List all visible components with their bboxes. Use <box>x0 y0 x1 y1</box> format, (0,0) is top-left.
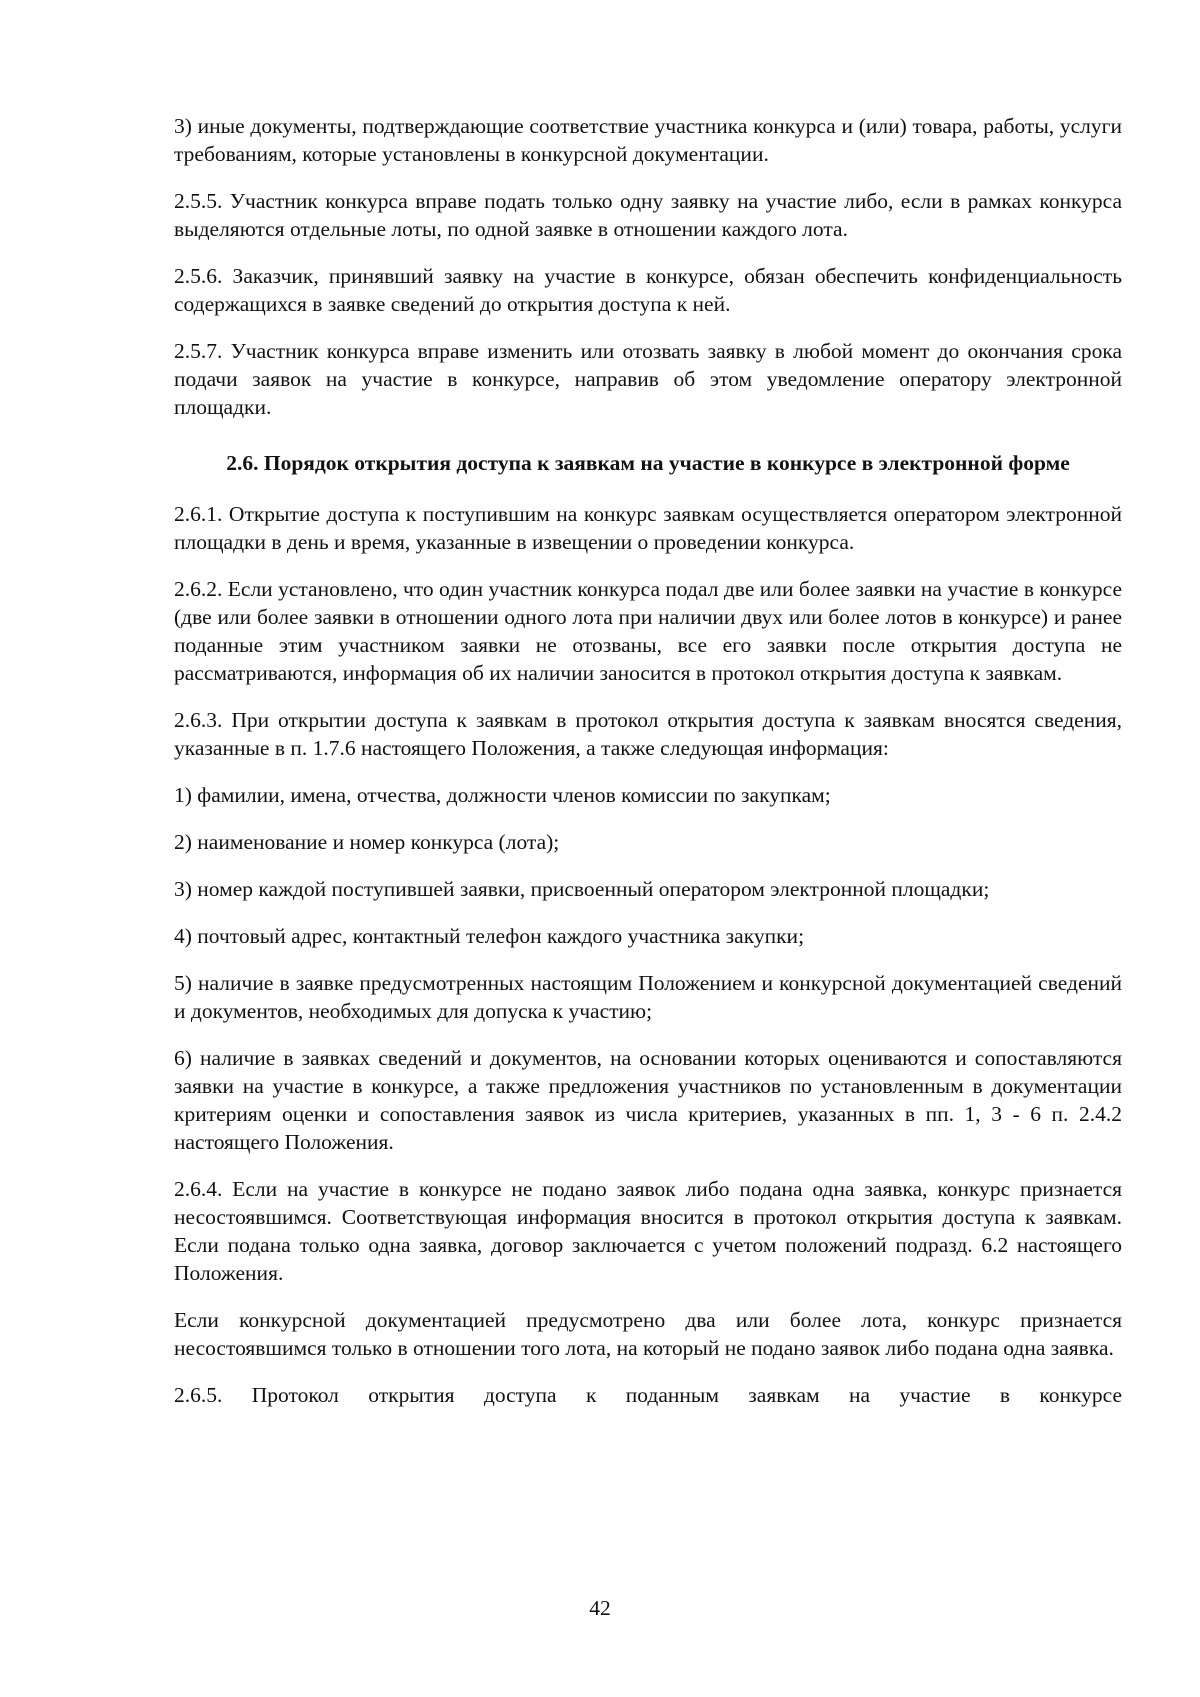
page-number: 42 <box>589 1596 611 1620</box>
paragraph-2-6-4: 2.6.4. Если на участие в конкурсе не подано заявок либо подана одна заявка, конкурс признается несостоявшимся. Соответствующая информация вносится в протокол открытия доступа к заявкам. Если подана только одна заявка, договор заключается с учетом положений подразд. 6.2 настоящего Положения. <box>174 1177 1122 1285</box>
section-heading-2-6: 2.6. Порядок открытия доступа к заявкам на участие в конкурсе в электронной форме <box>226 451 1070 475</box>
paragraph-multiple-lots: Если конкурсной документацией предусмотрено два или более лота, конкурс признается несостоявшимся только в отношении того лота, на который не подано заявок либо подана одна заявка. <box>174 1308 1122 1360</box>
paragraph-2-5-7: 2.5.7. Участник конкурса вправе изменить или отозвать заявку в любой момент до окончания срока подачи заявок на участие в конкурсе, направив об этом уведомление оператору электронной площадки. <box>174 339 1122 419</box>
paragraph-2-6-3: 2.6.3. При открытии доступа к заявкам в протокол открытия доступа к заявкам вносятся сведения, указанные в п. 1.7.6 настоящего Положения, а также следующая информация: <box>174 708 1122 760</box>
list-item-2: 2) наименование и номер конкурса (лота); <box>174 830 560 854</box>
paragraph-2-6-5: 2.6.5. Протокол открытия доступа к поданным заявкам на участие в конкурсе <box>174 1383 1122 1407</box>
paragraph-2-6-1: 2.6.1. Открытие доступа к поступившим на конкурс заявкам осуществляется оператором электронной площадки в день и время, указанные в извещении о проведении конкурса. <box>174 502 1122 554</box>
list-item-1: 1) фамилии, имена, отчества, должности членов комиссии по закупкам; <box>174 783 831 807</box>
paragraph-2-5-5: 2.5.5. Участник конкурса вправе подать только одну заявку на участие либо, если в рамках конкурса выделяются отдельные лоты, по одной заявке в отношении каждого лота. <box>174 189 1122 241</box>
paragraph-item-3-other-documents: 3) иные документы, подтверждающие соответствие участника конкурса и (или) товара, работы, услуги требованиям, которые установлены в конкурсной документации. <box>174 114 1122 166</box>
document-page <box>174 112 1122 1428</box>
list-item-4: 4) почтовый адрес, контактный телефон каждого участника закупки; <box>174 924 805 948</box>
list-item-6: 6) наличие в заявках сведений и документов, на основании которых оцениваются и сопоставляются заявки на участие в конкурсе, а также предложения участников по установленным в документации критериям оценки и сопоставления заявок из числа критериев, указанных в пп. 1, 3 - 6 п. 2.4.2 настоящего Положения. <box>174 1046 1122 1154</box>
paragraph-2-6-2: 2.6.2. Если установлено, что один участник конкурса подал две или более заявки на участие в конкурсе (две или более заявки в отношении одного лота при наличии двух или более лотов в конкурсе) и ранее поданные этим участником заявки не отозваны, все его заявки после открытия доступа не рассматриваются, информация об их наличии заносится в протокол открытия доступа к заявкам. <box>174 577 1122 685</box>
list-item-3: 3) номер каждой поступившей заявки, присвоенный оператором электронной площадки; <box>174 877 990 901</box>
list-item-5: 5) наличие в заявке предусмотренных настоящим Положением и конкурсной документацией сведений и документов, необходимых для допуска к участию; <box>174 971 1122 1023</box>
paragraph-2-5-6: 2.5.6. Заказчик, принявший заявку на участие в конкурсе, обязан обеспечить конфиденциальность содержащихся в заявке сведений до открытия доступа к ней. <box>174 264 1122 316</box>
